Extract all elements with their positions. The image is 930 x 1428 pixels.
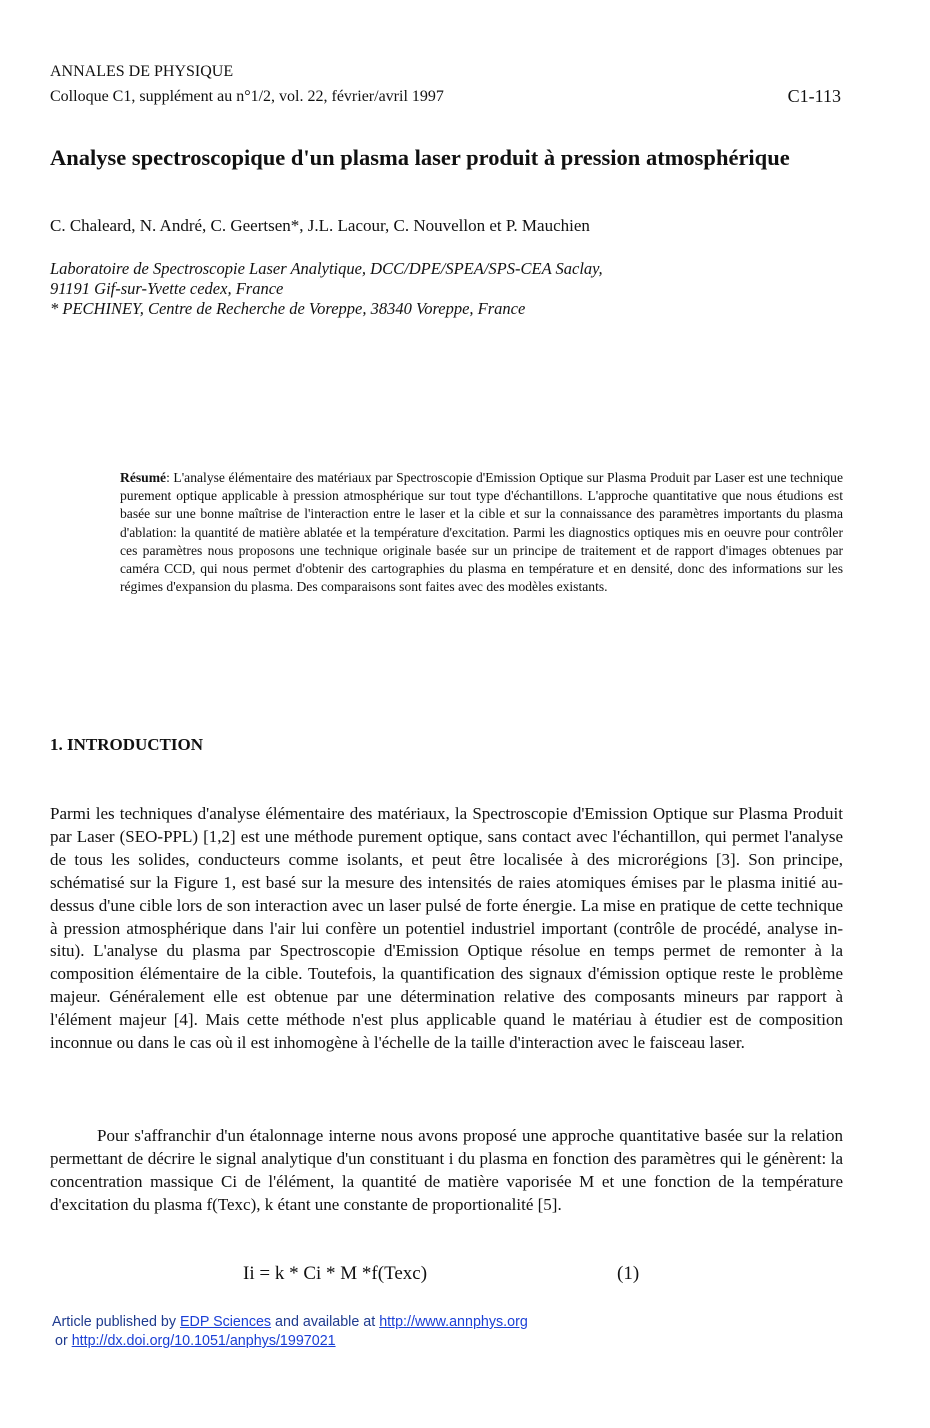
paper-title: Analyse spectroscopique d'un plasma laser produit à pression atmosphérique [50,145,790,170]
journal-url-link[interactable]: http://www.annphys.org [379,1314,528,1330]
footer-line-2 [52,1332,528,1351]
doi-link[interactable]: http://dx.doi.org/10.1051/anphys/1997021 [71,1333,336,1349]
abstract [120,469,843,596]
footer-middle: and available at [271,1314,380,1330]
abstract-label: Résumé [120,470,167,485]
affiliation-line: Laboratoire de Spectroscopie Laser Analytique, DCC/DPE/SPEA/SPS-CEA Saclay, [50,259,603,278]
publisher-link[interactable]: EDP Sciences [179,1314,272,1330]
footer-or: or [55,1333,72,1349]
footer-prefix: Article published by [52,1314,180,1330]
footer-line-1 [52,1313,528,1332]
page-number: C1-113 [787,86,841,106]
abstract-text: : L'analyse élémentaire des matériaux par Spectroscopie d'Emission Optique sur Plasma Produit par Laser est une technique purement optique applicable à pression atmosphérique sur tout type d'échantillons. L'approche quantitative que nous étudions est basée sur une bonne maîtrise de l'interaction entre le laser et la cible et sur la connaissance des paramètres importants du plasma d'ablation: la quantité de matière ablatée et la température d'excitation. Parmi les diagnostics optiques mis en oeuvre pour contrôler ces paramètres nous proposons une technique originale basée sur un principe de traitement et de rapport d'images obtenues par caméra CCD, qui nous permet d'obtenir des cartographies du plasma en température et en densité, donc des informations sur les régimes d'expansion du plasma. Des comparaisons sont faites avec des modèles existants. [120,470,843,595]
affiliation-line: * PECHINEY, Centre de Recherche de Voreppe, 38340 Voreppe, France [50,299,526,318]
affiliation-line: 91191 Gif-sur-Yvette cedex, France [50,279,284,298]
body-paragraph: Pour s'affranchir d'un étalonnage interne nous avons proposé une approche quantitative basée sur la relation permettant de décrire le signal analytique d'un constituant i du plasma en fonction des paramètres qui le génèrent: la concentration massique Ci de l'élément, la quantité de matière vaporisée M et une fonction de la température d'excitation du plasma f(Texc), k étant une constante de proportionalité [5]. [50,1126,843,1214]
journal-name: ANNALES DE PHYSIQUE [50,63,234,80]
affiliations [50,259,603,319]
colloque-info: Colloque C1, supplément au n°1/2, vol. 22, février/avril 1997 [50,88,444,105]
author-list: C. Chaleard, N. André, C. Geertsen*, J.L. Lacour, C. Nouvellon et P. Mauchien [50,216,590,235]
section-heading: 1. INTRODUCTION [50,735,204,754]
equation-number: (1) [617,1263,640,1284]
body-paragraph: Parmi les techniques d'analyse élémentaire des matériaux, la Spectroscopie d'Emission Optique sur Plasma Produit par Laser (SEO-PPL) [1,2] est une méthode purement optique, sans contact avec l'échantillon, qui permet l'analyse de tous les solides, conducteurs comme isolants, et peut être localisée à des microrégions [3]. Son principe, schématisé sur la Figure 1, est basé sur la mesure des intensités de raies atomiques émises par le plasma initié au-dessus d'une cible lors de son interaction avec un laser pulsé de forte énergie. La mise en pratique de cette technique à pression atmosphérique dans l'air lui confère un potentiel industriel important (contrôle de procédé, analyse in-situ). L'analyse du plasma par Spectroscopie d'Emission Optique résolue en temps permet de remonter à la composition élémentaire de la cible. Toutefois, la quantification des signaux d'émission optique reste le problème majeur. Généralement elle est obtenue par une détermination relative des composants mineurs par rapport à l'élément majeur [4]. Mais cette méthode n'est plus applicable quand le matériau à étudier est de composition inconnue ou dans le cas où il est inhomogène à l'échelle de la taille d'interaction avec le faisceau laser. [50,804,843,1053]
equation: Ii = k * Ci * M *f(Texc) [243,1263,428,1284]
publication-footer [52,1313,528,1351]
